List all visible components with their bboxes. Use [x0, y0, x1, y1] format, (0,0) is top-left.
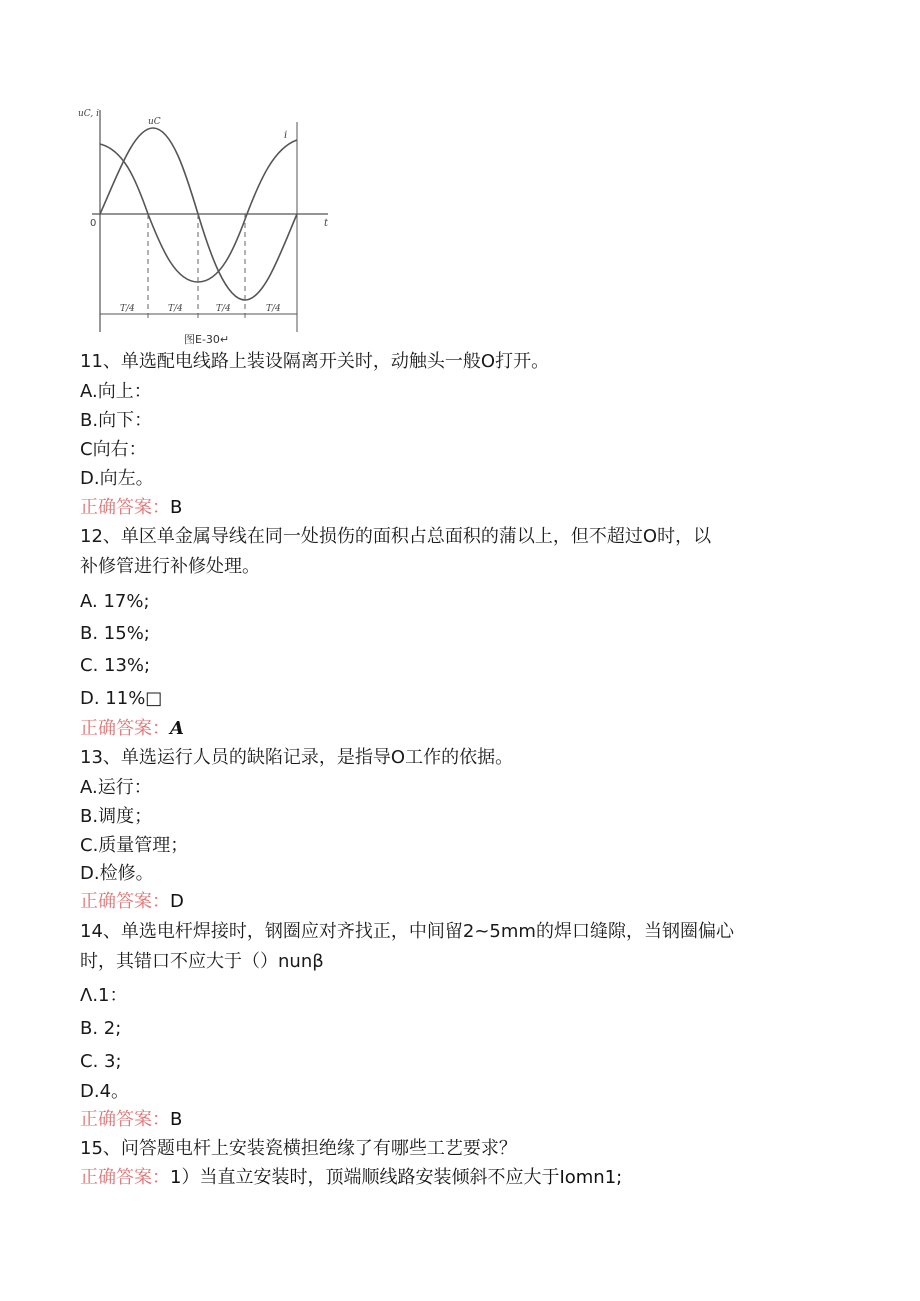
question-15-text: 15、问答题电杆上安装瓷横担绝缘了有哪些工艺要求？ — [80, 1138, 517, 1159]
q11-answer — [80, 496, 182, 520]
y-axis-label: uC, i — [78, 109, 99, 119]
question-14-text-line2: 时，其错口不应大于（）nunβ — [80, 951, 324, 972]
q12-option-c: C. 13%; — [80, 655, 151, 676]
answer-label: 正确答案： — [80, 497, 170, 518]
answer-value: 1）当直立安装时，顶端顺线路安装倾斜不应大于Iomn1; — [170, 1167, 623, 1188]
origin-label: 0 — [90, 218, 97, 229]
figure-caption: 图E-30↵ — [184, 333, 230, 346]
waveform-figure — [76, 100, 338, 350]
answer-value: D — [170, 891, 184, 912]
t-axis-label: t — [324, 218, 329, 229]
answer-label: 正确答案： — [80, 718, 170, 739]
quarter-label-3: T/4 — [216, 304, 231, 314]
answer-label: 正确答案： — [80, 1167, 170, 1188]
answer-value: B — [170, 497, 183, 518]
q11-option-c: C向右： — [80, 439, 147, 460]
q12-option-d: D. 11%□ — [80, 688, 163, 709]
question-13-text: 13、单选运行人员的缺陷记录，是指导O工作的依据。 — [80, 747, 514, 768]
q13-answer — [80, 890, 184, 914]
question-11-text: 11、单选配电线路上装设隔离开关时，动触头一般O打开。 — [80, 351, 550, 372]
question-12-text-line1: 12、单区单金属导线在同一处损伤的面积占总面积的蒲以上，但不超过O时，以 — [80, 526, 712, 547]
q14-answer — [80, 1108, 182, 1132]
q14-option-a: Λ.1： — [80, 985, 128, 1006]
answer-value: B — [170, 1109, 183, 1130]
q13-option-a: A.运行： — [80, 777, 152, 798]
i-curve-label: i — [284, 130, 288, 141]
q14-option-b: B. 2; — [80, 1018, 122, 1039]
waveform-svg — [76, 100, 338, 350]
q13-option-d: D.检修。 — [80, 863, 154, 884]
q13-option-b: B.调度； — [80, 806, 153, 827]
answer-value: A — [170, 718, 184, 739]
answer-label: 正确答案： — [80, 891, 170, 912]
question-14-text-line1: 14、单选电杆焊接时，钢圈应对齐找正，中间留2~5mm的焊口缝隙，当钢圈偏心 — [80, 921, 734, 942]
question-12-text-line2: 补修管进行补修处理。 — [80, 556, 260, 577]
q11-option-a: A.向上： — [80, 381, 152, 402]
uc-curve-label: uC — [148, 117, 161, 127]
quarter-label-2: T/4 — [168, 304, 183, 314]
quarter-label-4: T/4 — [266, 304, 281, 314]
q11-option-d: D.向左。 — [80, 468, 154, 489]
q14-option-c: C. 3; — [80, 1051, 122, 1072]
quarter-label-1: T/4 — [120, 304, 135, 314]
answer-label: 正确答案： — [80, 1109, 170, 1130]
q12-answer — [80, 717, 184, 741]
q11-option-b: B.向下： — [80, 410, 153, 431]
q12-option-b: B. 15%; — [80, 623, 150, 644]
q15-answer — [80, 1166, 622, 1190]
q12-option-a: A. 17%; — [80, 591, 150, 612]
q14-option-d: D.4。 — [80, 1081, 130, 1102]
q13-option-c: C.质量管理； — [80, 835, 189, 856]
